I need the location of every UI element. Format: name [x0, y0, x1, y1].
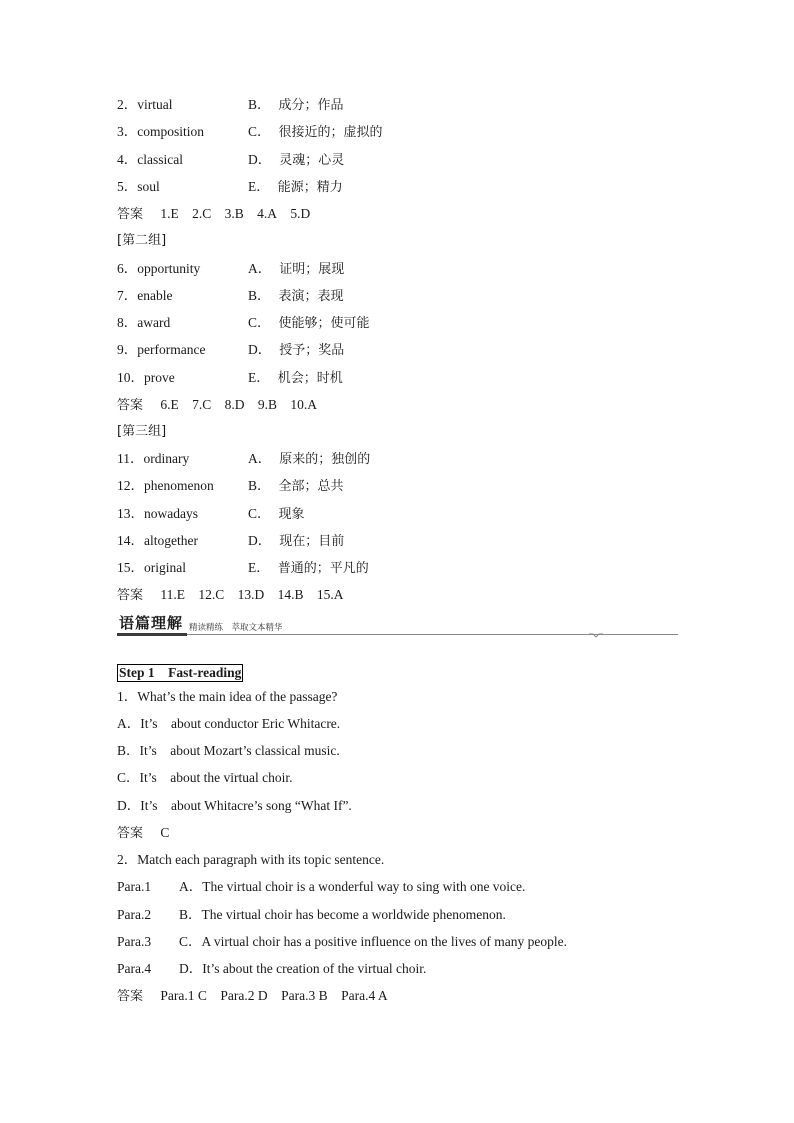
question-option: C．It’s about the virtual choir. [117, 770, 293, 785]
vocab-row [117, 369, 343, 387]
vocab-word: 11．ordinary [117, 451, 190, 466]
section-rule-thick [117, 633, 187, 636]
vocab-option-letter: D． [248, 342, 272, 357]
answer-value: 10.A [290, 397, 318, 412]
answer-value: C [160, 825, 170, 840]
vocab-word: 3．composition [117, 124, 204, 139]
topic-sentence: B．The virtual choir has become a worldwide phenomenon. [179, 907, 506, 922]
answer-line [117, 396, 327, 415]
para-label: Para.4 [117, 961, 152, 976]
vocab-word: 8．award [117, 315, 171, 330]
question-option: D．It’s about Whitacre’s song “What If”. [117, 798, 352, 813]
answer-value: 15.A [316, 587, 344, 602]
vocab-row [117, 287, 344, 305]
vocab-option-letter: E． [248, 370, 270, 385]
answer-line [117, 824, 169, 843]
vocab-meaning: 全部；总共 [278, 479, 344, 494]
answer-value: 13.D [237, 587, 265, 602]
vocab-option-letter: C． [248, 315, 271, 330]
vocab-option-letter: E． [248, 179, 270, 194]
vocab-row [117, 341, 345, 359]
vocab-option-letter: B． [248, 288, 271, 303]
vocab-row [117, 505, 305, 523]
answer-line [117, 586, 354, 605]
vocab-option-letter: A． [248, 451, 272, 466]
topic-sentence: A．The virtual choir is a wonderful way to sing with one voice. [179, 879, 526, 894]
answer-value: 1.E [160, 206, 179, 221]
step-heading: Step 1 Fast-reading [119, 665, 242, 680]
vocab-word: 12．phenomenon [117, 478, 214, 493]
section-subtitle: 精读精练 萃取文本精华 [189, 623, 283, 633]
answer-value: 5.D [290, 206, 311, 221]
para-label: Para.1 [117, 879, 152, 894]
answer-value: 14.B [277, 587, 304, 602]
vocab-word: 15．original [117, 560, 186, 575]
answer-value: 6.E [160, 397, 179, 412]
vocab-row [117, 314, 370, 332]
topic-sentence: D．It’s about the creation of the virtual choir. [179, 961, 427, 976]
vocab-option-letter: D． [248, 533, 272, 548]
answer-label: 答案 [117, 398, 144, 413]
question-1: 1．What’s the main idea of the passage? [117, 689, 338, 704]
vocab-option-letter: E． [248, 560, 270, 575]
match-row [117, 906, 506, 924]
vocab-word: 4．classical [117, 152, 183, 167]
vocab-option-letter: C． [248, 506, 271, 521]
vocab-word: 5．soul [117, 179, 160, 194]
vocab-word: 7．enable [117, 288, 173, 303]
group-title: [第三组] [117, 424, 167, 439]
vocab-word: 6．opportunity [117, 261, 201, 276]
rule-notch-icon [589, 630, 603, 638]
question-option: B．It’s about Mozart’s classical music. [117, 743, 340, 758]
match-row [117, 960, 426, 978]
topic-sentence: C．A virtual choir has a positive influence on the lives of many people. [179, 934, 568, 949]
vocab-meaning: 表演；表现 [278, 289, 344, 304]
answer-value: 7.C [192, 397, 212, 412]
answer-label: 答案 [117, 588, 144, 603]
vocab-row [117, 96, 344, 114]
vocab-option-letter: D． [248, 152, 272, 167]
answer-value: 8.D [224, 397, 245, 412]
question-2: 2．Match each paragraph with its topic sentence. [117, 852, 385, 867]
answer-line [117, 205, 320, 224]
para-label: Para.2 [117, 907, 152, 922]
vocab-row [117, 151, 345, 169]
answer-value: 9.B [257, 397, 278, 412]
answer-value: 12.C [198, 587, 225, 602]
vocab-meaning: 现象 [278, 507, 305, 522]
group-title: [第二组] [117, 233, 167, 248]
section-rule-thin [187, 634, 678, 635]
vocab-meaning: 原来的；独创的 [279, 452, 371, 467]
vocab-meaning: 现在；目前 [279, 534, 345, 549]
vocab-row [117, 450, 371, 468]
vocab-word: 9．performance [117, 342, 206, 357]
section-title: 语篇理解 [119, 614, 184, 632]
answer-label: 答案 [117, 989, 144, 1004]
match-row [117, 933, 567, 951]
vocab-row [117, 559, 369, 577]
vocab-row [117, 123, 383, 141]
vocab-row [117, 178, 343, 196]
vocab-meaning: 机会；时机 [277, 371, 343, 386]
vocab-meaning: 成分；作品 [278, 98, 344, 113]
vocab-meaning: 授予；奖品 [279, 343, 345, 358]
vocab-meaning: 普通的；平凡的 [277, 561, 369, 576]
vocab-word: 10．prove [117, 370, 175, 385]
answer-value: 4.A [257, 206, 278, 221]
vocab-option-letter: B． [248, 478, 271, 493]
match-row [117, 878, 525, 896]
answer-label: 答案 [117, 826, 144, 841]
vocab-meaning: 灵魂；心灵 [279, 153, 345, 168]
vocab-meaning: 证明；展现 [279, 262, 345, 277]
answer-line [117, 987, 388, 1006]
vocab-meaning: 使能够；使可能 [278, 316, 370, 331]
vocab-meaning: 能源；精力 [277, 180, 343, 195]
section-header [117, 612, 678, 636]
answer-label: 答案 [117, 207, 144, 222]
vocab-meaning: 很接近的；虚拟的 [278, 125, 383, 140]
vocab-word: 2．virtual [117, 97, 173, 112]
vocab-row [117, 532, 345, 550]
vocab-word: 14．altogether [117, 533, 198, 548]
vocab-option-letter: C． [248, 124, 271, 139]
question-option: A．It’s about conductor Eric Whitacre. [117, 716, 341, 731]
answer-value: 3.B [224, 206, 244, 221]
para-label: Para.3 [117, 934, 152, 949]
vocab-option-letter: A． [248, 261, 272, 276]
vocab-word: 13．nowadays [117, 506, 198, 521]
vocab-option-letter: B． [248, 97, 271, 112]
answer-value: 11.E [160, 587, 186, 602]
answer-value: Para.1 C Para.2 D Para.3 B Para.4 A [160, 988, 388, 1003]
answer-value: 2.C [192, 206, 212, 221]
vocab-row [117, 477, 344, 495]
vocab-row [117, 260, 345, 278]
